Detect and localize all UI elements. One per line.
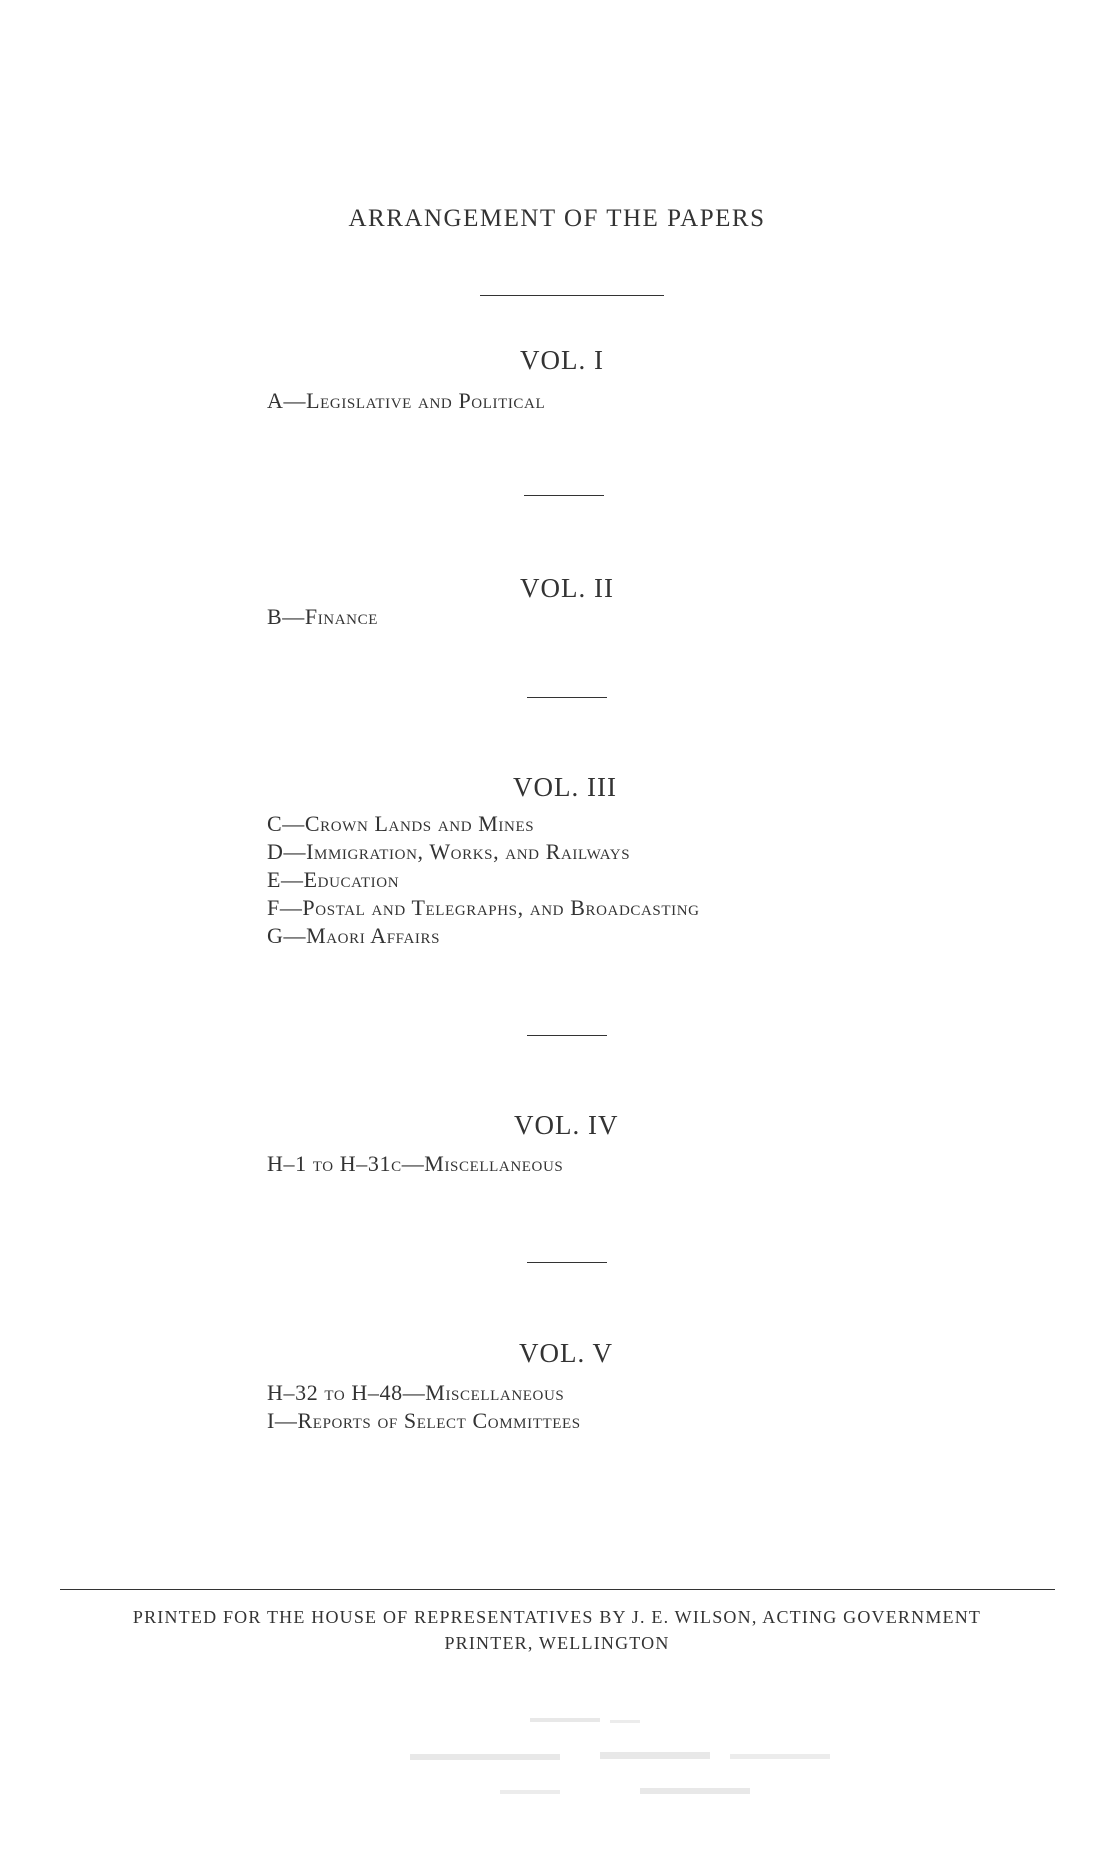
vol-2-heading: VOL. II [520,573,614,603]
vol-4-heading: VOL. IV [514,1110,619,1140]
vol-5-entry-h: H–32 to H–48—Miscellaneous [267,1380,565,1405]
vol-divider-2 [527,697,607,698]
vol-1-heading: VOL. I [520,345,604,375]
vol-3-entry-g: G—Maori Affairs [267,923,441,948]
vol-divider-3 [527,1035,607,1036]
printer-imprint [0,1604,1114,1656]
vol-3-entry-c: C—Crown Lands and Mines [267,811,535,836]
vol-divider-1 [524,495,604,496]
vol-3-entry-f: F—Postal and Telegraphs, and Broadcasting [267,895,700,920]
vol-5-heading: VOL. V [519,1338,614,1368]
vol-1-entry-a: A—Legislative and Political [267,388,546,413]
vol-divider-4 [527,1262,607,1263]
faded-library-stamp [410,1710,850,1820]
page-title: ARRANGEMENT OF THE PAPERS [348,205,766,232]
faded-stamp-marks [410,1710,850,1820]
vol-5-entry-i: I—Reports of Select Committees [267,1408,581,1433]
vol-3-entry-d: D—Immigration, Works, and Railways [267,839,631,864]
footer-divider [60,1589,1055,1590]
vol-3-heading: VOL. III [513,772,617,802]
printer-imprint-line-2: PRINTER, WELLINGTON [444,1633,670,1653]
vol-3-entry-e: E—Education [267,867,400,892]
title-divider [480,295,664,296]
vol-4-entry-h: H–1 to H–31c—Miscellaneous [267,1151,564,1176]
vol-2-entry-b: B—Finance [267,604,378,629]
printer-imprint-line-1: PRINTED FOR THE HOUSE OF REPRESENTATIVES BY J. E. WILSON, ACTING GOVERNMENT [132,1607,982,1627]
